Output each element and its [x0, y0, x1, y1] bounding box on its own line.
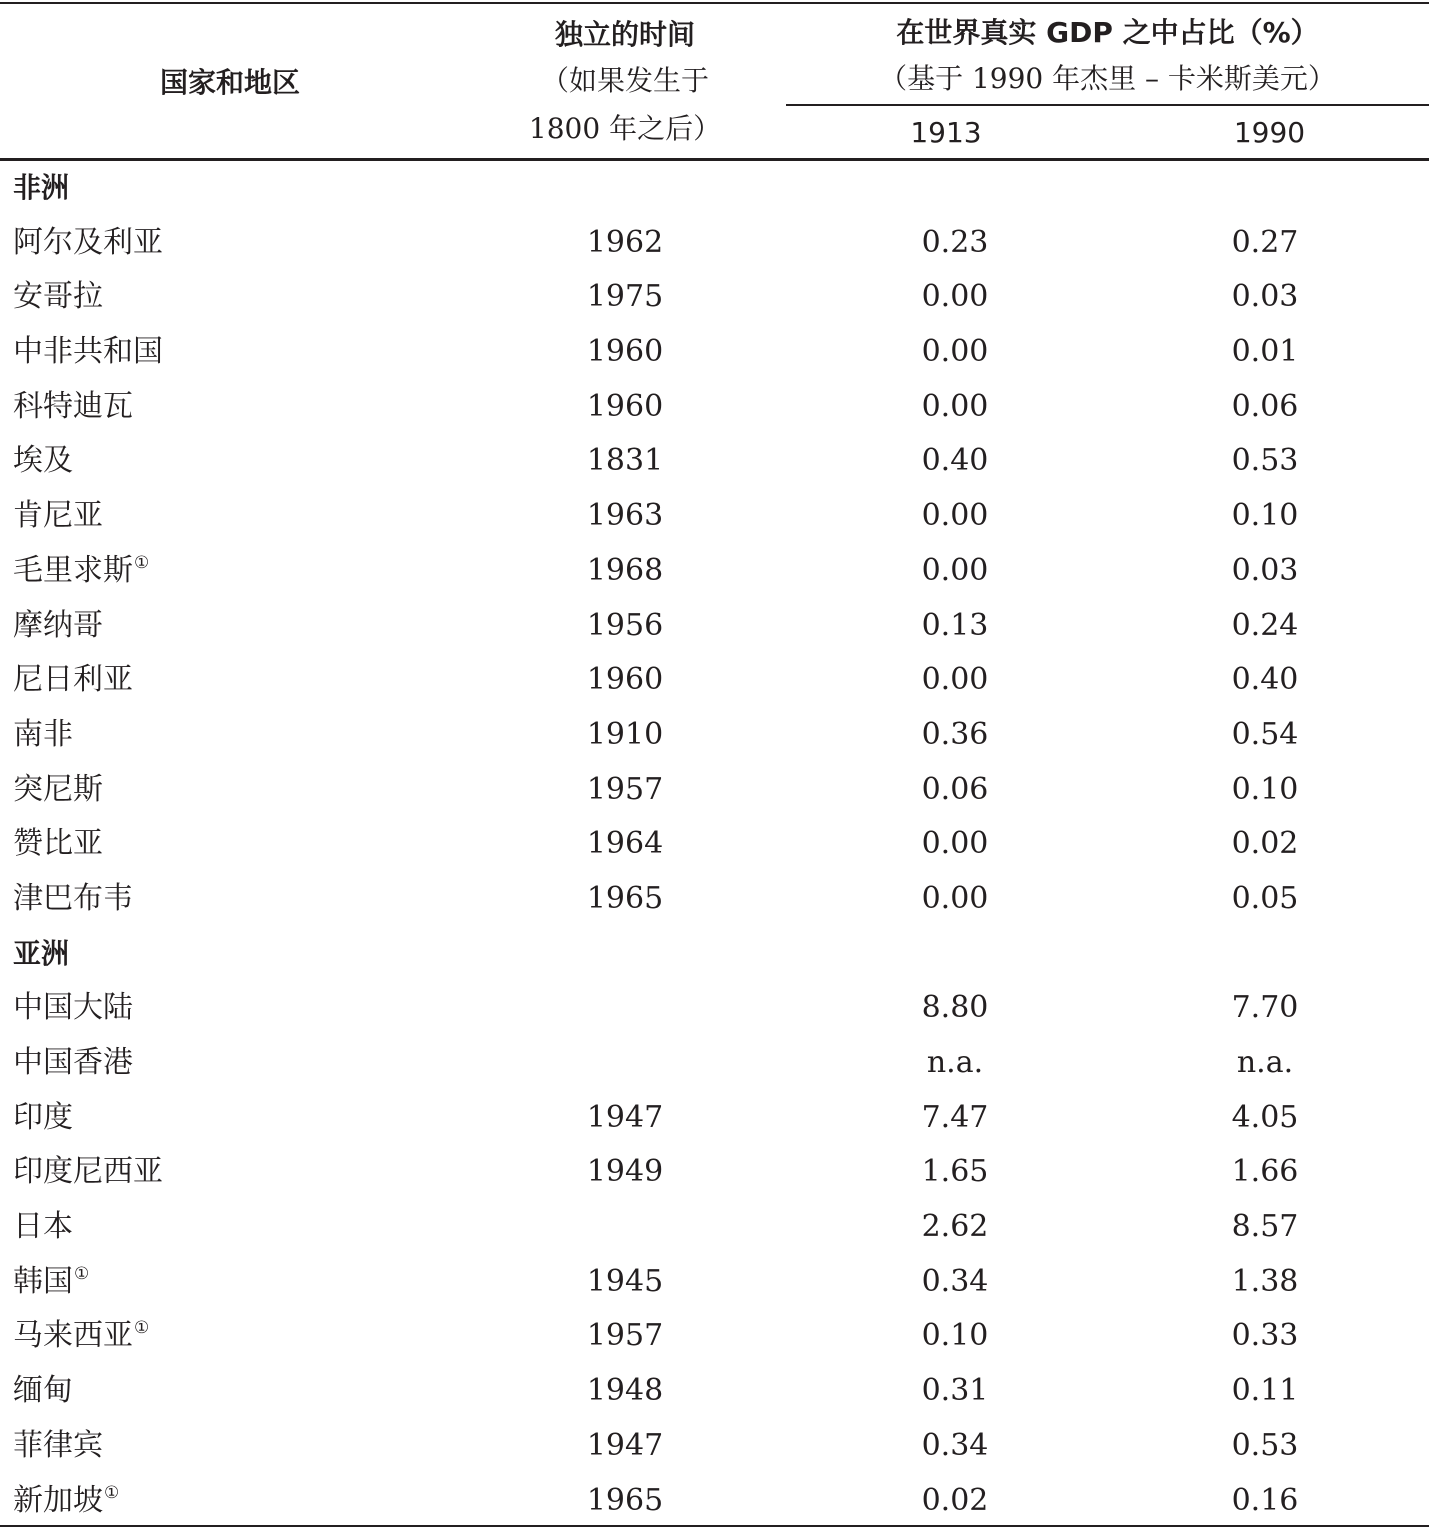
- gdp-share-1990: 0.06: [1110, 380, 1420, 435]
- table-row: [0, 1419, 1429, 1474]
- table-row: [0, 1474, 1429, 1529]
- table-row: [0, 653, 1429, 708]
- table-row: [0, 270, 1429, 325]
- table-row: [0, 708, 1429, 763]
- country-name: [13, 1255, 89, 1314]
- country-name-text: 科特迪瓦: [13, 389, 133, 424]
- independence-year: 1960: [470, 325, 780, 380]
- gdp-share-1913: 0.00: [800, 489, 1110, 544]
- country-name-text: 中国大陆: [13, 990, 133, 1025]
- country-name-text: 印度: [13, 1100, 73, 1135]
- country-name-text: 赞比亚: [13, 826, 103, 861]
- country-name: [13, 1145, 163, 1200]
- country-name-text: 突尼斯: [13, 772, 103, 807]
- table-row: [0, 380, 1429, 435]
- table-row: [0, 434, 1429, 489]
- independence-year: 1947: [470, 1419, 780, 1474]
- footnote-marker: ①: [134, 553, 149, 573]
- country-name-text: 菲律宾: [13, 1428, 103, 1463]
- table-row: [0, 599, 1429, 654]
- gdp-share-1990: 0.11: [1110, 1364, 1420, 1419]
- country-name-text: 津巴布韦: [13, 881, 133, 916]
- region-label: [13, 927, 69, 982]
- gdp-share-1990: 0.16: [1110, 1474, 1420, 1529]
- header-independence-note-1: （如果发生于: [470, 58, 780, 104]
- gdp-share-1990: 0.27: [1110, 216, 1420, 271]
- country-name: [13, 981, 133, 1036]
- gdp-share-1913: 0.34: [800, 1419, 1110, 1474]
- country-name-text: 非洲: [13, 171, 69, 204]
- country-name: [13, 380, 133, 435]
- gdp-share-1913: 2.62: [800, 1200, 1110, 1255]
- table-row: [0, 817, 1429, 872]
- header-independence-note-2: 1800 年之后）: [470, 106, 780, 152]
- footnote-marker: ①: [104, 1483, 119, 1503]
- table-row: [0, 872, 1429, 927]
- header-gdp-title: 在世界真实 GDP 之中占比（%）: [786, 10, 1429, 56]
- independence-year: 1945: [470, 1255, 780, 1310]
- table-row: [0, 1309, 1429, 1364]
- country-name-text: 南非: [13, 717, 73, 752]
- country-name: [13, 434, 73, 489]
- independence-year: 1965: [470, 1474, 780, 1529]
- independence-year: 1947: [470, 1091, 780, 1146]
- section-row: [0, 161, 1429, 216]
- independence-year: 1957: [470, 1309, 780, 1364]
- gdp-share-1913: 7.47: [800, 1091, 1110, 1146]
- gdp-share-1990: 0.53: [1110, 1419, 1420, 1474]
- gdp-share-1913: 0.40: [800, 434, 1110, 489]
- gdp-share-1913: 0.13: [800, 599, 1110, 654]
- gdp-share-1913: 0.00: [800, 270, 1110, 325]
- country-name: [13, 653, 133, 708]
- country-name: [13, 1091, 73, 1146]
- independence-year: 1910: [470, 708, 780, 763]
- country-name: [13, 489, 103, 544]
- gdp-share-1913: 0.23: [800, 216, 1110, 271]
- gdp-share-1990: 0.03: [1110, 270, 1420, 325]
- gdp-share-1990: 0.53: [1110, 434, 1420, 489]
- gdp-share-1913: 0.00: [800, 653, 1110, 708]
- country-name-text: 阿尔及利亚: [13, 225, 163, 260]
- independence-year: 1960: [470, 380, 780, 435]
- table-row: [0, 981, 1429, 1036]
- independence-year: 1948: [470, 1364, 780, 1419]
- country-name: [13, 817, 103, 872]
- gdp-share-1990: n.a.: [1110, 1036, 1420, 1091]
- country-name: [13, 1309, 149, 1368]
- header-year-1913: 1913: [786, 110, 1106, 156]
- section-row: [0, 927, 1429, 982]
- gdp-share-1913: 0.31: [800, 1364, 1110, 1419]
- gdp-share-1913: 0.36: [800, 708, 1110, 763]
- gdp-header-underline: [786, 104, 1429, 106]
- table-row: [0, 1255, 1429, 1310]
- country-name: [13, 1419, 103, 1474]
- gdp-share-1990: 0.02: [1110, 817, 1420, 872]
- gdp-share-1913: n.a.: [800, 1036, 1110, 1091]
- table-row: [0, 544, 1429, 599]
- country-name-text: 中国香港: [13, 1045, 133, 1080]
- gdp-share-1990: 0.33: [1110, 1309, 1420, 1364]
- country-name: [13, 708, 73, 763]
- gdp-share-1913: 0.00: [800, 325, 1110, 380]
- table-top-rule: [0, 2, 1429, 4]
- gdp-share-1990: 0.10: [1110, 489, 1420, 544]
- gdp-share-1913: 0.00: [800, 380, 1110, 435]
- table-row: [0, 1145, 1429, 1200]
- table-row: [0, 1091, 1429, 1146]
- country-name: [13, 544, 149, 603]
- independence-year: 1956: [470, 599, 780, 654]
- gdp-share-1990: 0.24: [1110, 599, 1420, 654]
- country-name: [13, 1036, 133, 1091]
- country-name-text: 新加坡: [13, 1483, 103, 1518]
- country-name-text: 亚洲: [13, 937, 69, 970]
- table-row: [0, 1036, 1429, 1091]
- country-name: [13, 270, 103, 325]
- region-label: [13, 161, 69, 216]
- independence-year: 1963: [470, 489, 780, 544]
- header-independence-title: 独立的时间: [470, 12, 780, 58]
- table-body: [0, 161, 1429, 1528]
- table-row: [0, 1200, 1429, 1255]
- table-row: [0, 216, 1429, 271]
- header-year-1990: 1990: [1110, 110, 1429, 156]
- gdp-share-1990: 1.38: [1110, 1255, 1420, 1310]
- country-name-text: 缅甸: [13, 1373, 73, 1408]
- country-name: [13, 763, 103, 818]
- gdp-share-1913: 0.00: [800, 817, 1110, 872]
- independence-year: 1831: [470, 434, 780, 489]
- gdp-share-1990: 0.01: [1110, 325, 1420, 380]
- country-name-text: 马来西亚: [13, 1318, 133, 1353]
- country-name: [13, 325, 163, 380]
- gdp-share-1990: 0.10: [1110, 763, 1420, 818]
- country-name-text: 毛里求斯: [13, 553, 133, 588]
- gdp-share-1913: 1.65: [800, 1145, 1110, 1200]
- gdp-share-1990: 0.05: [1110, 872, 1420, 927]
- gdp-share-1913: 0.34: [800, 1255, 1110, 1310]
- country-name-text: 肯尼亚: [13, 498, 103, 533]
- country-name-text: 日本: [13, 1209, 73, 1244]
- table-row: [0, 1364, 1429, 1419]
- table-row: [0, 489, 1429, 544]
- gdp-share-1990: 8.57: [1110, 1200, 1420, 1255]
- country-name-text: 韩国: [13, 1264, 73, 1299]
- gdp-share-1990: 0.54: [1110, 708, 1420, 763]
- table-row: [0, 325, 1429, 380]
- country-name-text: 尼日利亚: [13, 662, 133, 697]
- independence-year: 1962: [470, 216, 780, 271]
- gdp-share-1913: 0.02: [800, 1474, 1110, 1529]
- country-name-text: 中非共和国: [13, 334, 163, 369]
- independence-year: 1975: [470, 270, 780, 325]
- header-gdp-note: （基于 1990 年杰里 – 卡米斯美元）: [786, 56, 1429, 102]
- gdp-share-1990: 1.66: [1110, 1145, 1420, 1200]
- header-country: 国家和地区: [0, 60, 460, 106]
- gdp-share-1990: 7.70: [1110, 981, 1420, 1036]
- country-name: [13, 216, 163, 271]
- independence-year: 1965: [470, 872, 780, 927]
- independence-year: 1964: [470, 817, 780, 872]
- gdp-share-1913: 0.00: [800, 872, 1110, 927]
- country-name-text: 安哥拉: [13, 279, 103, 314]
- independence-year: 1957: [470, 763, 780, 818]
- gdp-share-1913: 0.10: [800, 1309, 1110, 1364]
- gdp-share-1913: 8.80: [800, 981, 1110, 1036]
- footnote-marker: ①: [134, 1318, 149, 1338]
- country-name: [13, 1200, 73, 1255]
- gdp-share-1913: 0.00: [800, 544, 1110, 599]
- country-name-text: 埃及: [13, 443, 73, 478]
- gdp-share-1990: 0.03: [1110, 544, 1420, 599]
- country-name-text: 摩纳哥: [13, 608, 103, 643]
- country-name: [13, 1364, 73, 1419]
- country-name: [13, 872, 133, 927]
- table-row: [0, 763, 1429, 818]
- gdp-share-1913: 0.06: [800, 763, 1110, 818]
- independence-year: 1968: [470, 544, 780, 599]
- country-name-text: 印度尼西亚: [13, 1154, 163, 1189]
- country-name: [13, 1474, 119, 1532]
- independence-year: 1949: [470, 1145, 780, 1200]
- country-name: [13, 599, 103, 654]
- gdp-share-1990: 0.40: [1110, 653, 1420, 708]
- footnote-marker: ①: [74, 1264, 89, 1284]
- gdp-share-1990: 4.05: [1110, 1091, 1420, 1146]
- independence-year: 1960: [470, 653, 780, 708]
